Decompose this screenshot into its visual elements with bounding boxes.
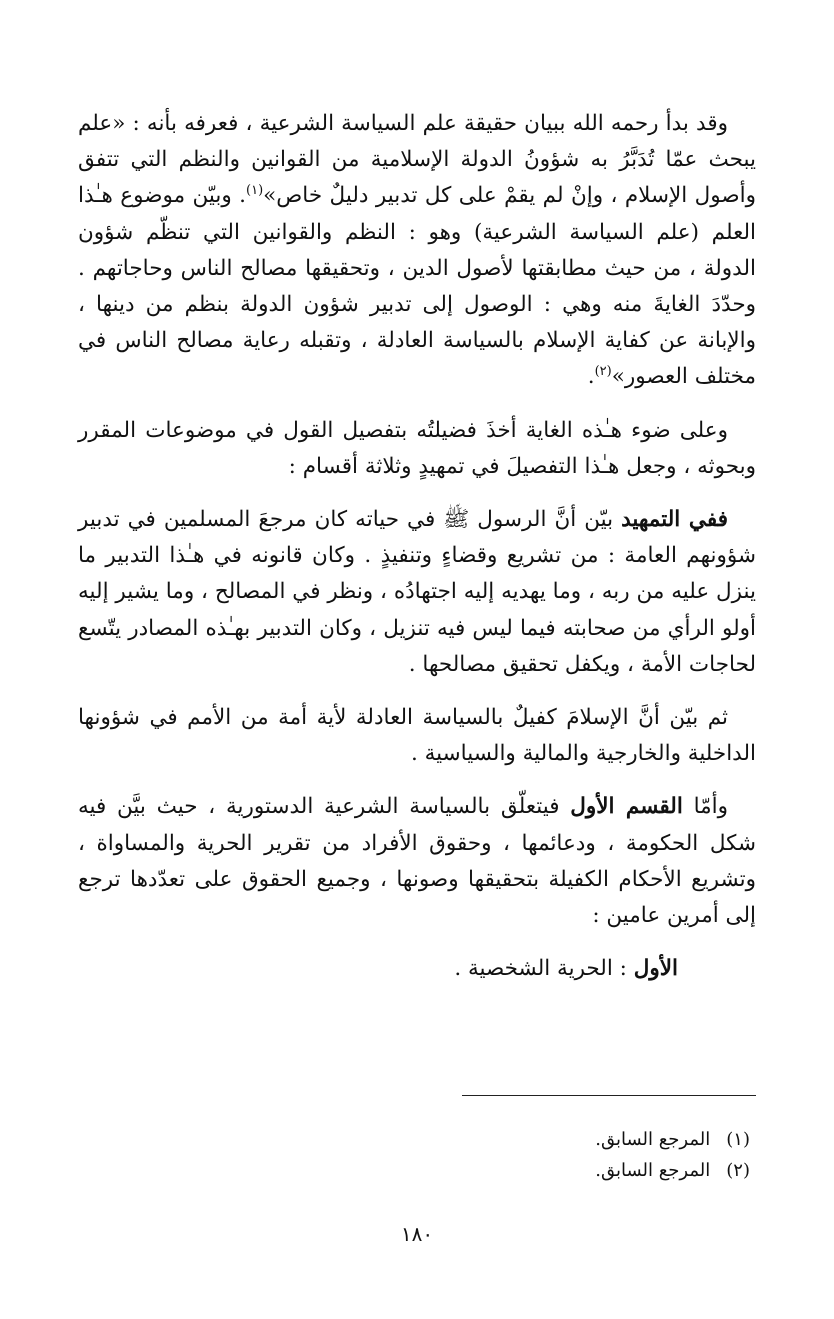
footnote-text: المرجع السابق. [595,1129,711,1150]
footnote-number: (١) [726,1129,750,1150]
subitem-first-text: : الحرية الشخصية . [454,956,634,982]
paragraph-structure-text: وعلى ضوء هـٰذه الغاية أخذَ فضيلتُه بتفصيل القول في موضوعات المقرر وبحوثه ، وجعل هـٰذا التفصيلَ في تمهيدٍ وثلاثة أقسام : [78,417,756,479]
paragraph-part-one-pre: وأمّا [682,794,728,820]
footnotes [350,1124,750,1186]
paragraph-intro-text-3: . [587,364,595,390]
paragraph-intro-text-1: وقد بدأ رحمه الله ببيان حقيقة علم السياسة الشرعية ، فعرفه بأنه : «علم يبحث عمّا تُدَبَّرُ به شؤونُ الدولة الإسلامية من القوانين والنظم التي تتفق وأصول الإسلام ، وإنْ لم يقمْ على كل تدبير دليلٌ خاص» [78,111,756,209]
paragraph-part-one-text: فيتعلّق بالسياسة الشرعية الدستورية ، حيث بيَّن فيه شكل الحكومة ، ودعائمها ، وحقوق الأفراد من تقرير الحرية والمساواة ، وتشريع الأحكام الكفيلة بتحقيقها وصونها ، وجميع الحقوق على تعدّدها ترجع إلى أمرين عامين : [78,794,756,929]
paragraph-part-one [78,789,756,934]
page-body [78,106,756,987]
footnote-ref-2[interactable]: (٢) [594,364,612,380]
paragraph-tamhid-text: بيّن أنَّ الرسول ﷺ في حياته كان مرجعَ المسلمين في تدبير شؤونهم العامة : من تشريع وقضاءٍ وتنفيذٍ . وكان قانونه في هـٰذا التدبير ما ينزل عليه من ربه ، وما يهديه إليه اجتهادُه ، ونظر في المصالح ، وما يشير إليه أولو الرأي من صحابته فيما ليس فيه تنزيل ، وكان التدبير بهـٰذه المصادر يتّسع لحاجات الأمة ، ويكفل تحقيق مصالحها . [78,507,756,677]
paragraph-islam-policy [78,700,756,772]
subitem-first-label: الأول [633,956,678,982]
paragraph-tamhid [78,502,756,683]
footnote-text: المرجع السابق. [595,1160,711,1181]
footnote-ref-1[interactable]: (١) [246,183,264,199]
paragraph-intro-text-2: . وبيّن موضوع هـٰذا العلم (علم السياسة الشرعية) وهو : النظم والقوانين التي تنظّم شؤون الدولة ، من حيث مطابقتها لأصول الدين ، وتحقيقها مصالح الناس وحاجاتهم . وحدّدَ الغايةَ منه وهي : الوصول إلى تدبير شؤون الدولة بنظم من دينها ، والإبانة عن كفاية الإسلام بالسياسة العادلة ، وتقبله رعاية مصالح الناس في مختلف العصور» [78,183,756,390]
paragraph-islam-policy-text: ثم بيّن أنَّ الإسلامَ كفيلٌ بالسياسة العادلة لأية أمة من الأمم في شؤونها الداخلية والخارجية والمالية والسياسية . [78,705,756,767]
footnote-divider [462,1095,756,1096]
footnote-number: (٢) [726,1160,750,1181]
page-number: ١٨٠ [400,1222,434,1246]
subitem-first [78,951,756,987]
footnote-item [350,1155,750,1186]
paragraph-tamhid-heading: ففي التمهيد [621,507,728,533]
paragraph-intro [78,106,756,396]
paragraph-part-one-heading: القسم الأول [570,794,683,820]
footnote-item [350,1124,750,1155]
paragraph-structure [78,413,756,485]
